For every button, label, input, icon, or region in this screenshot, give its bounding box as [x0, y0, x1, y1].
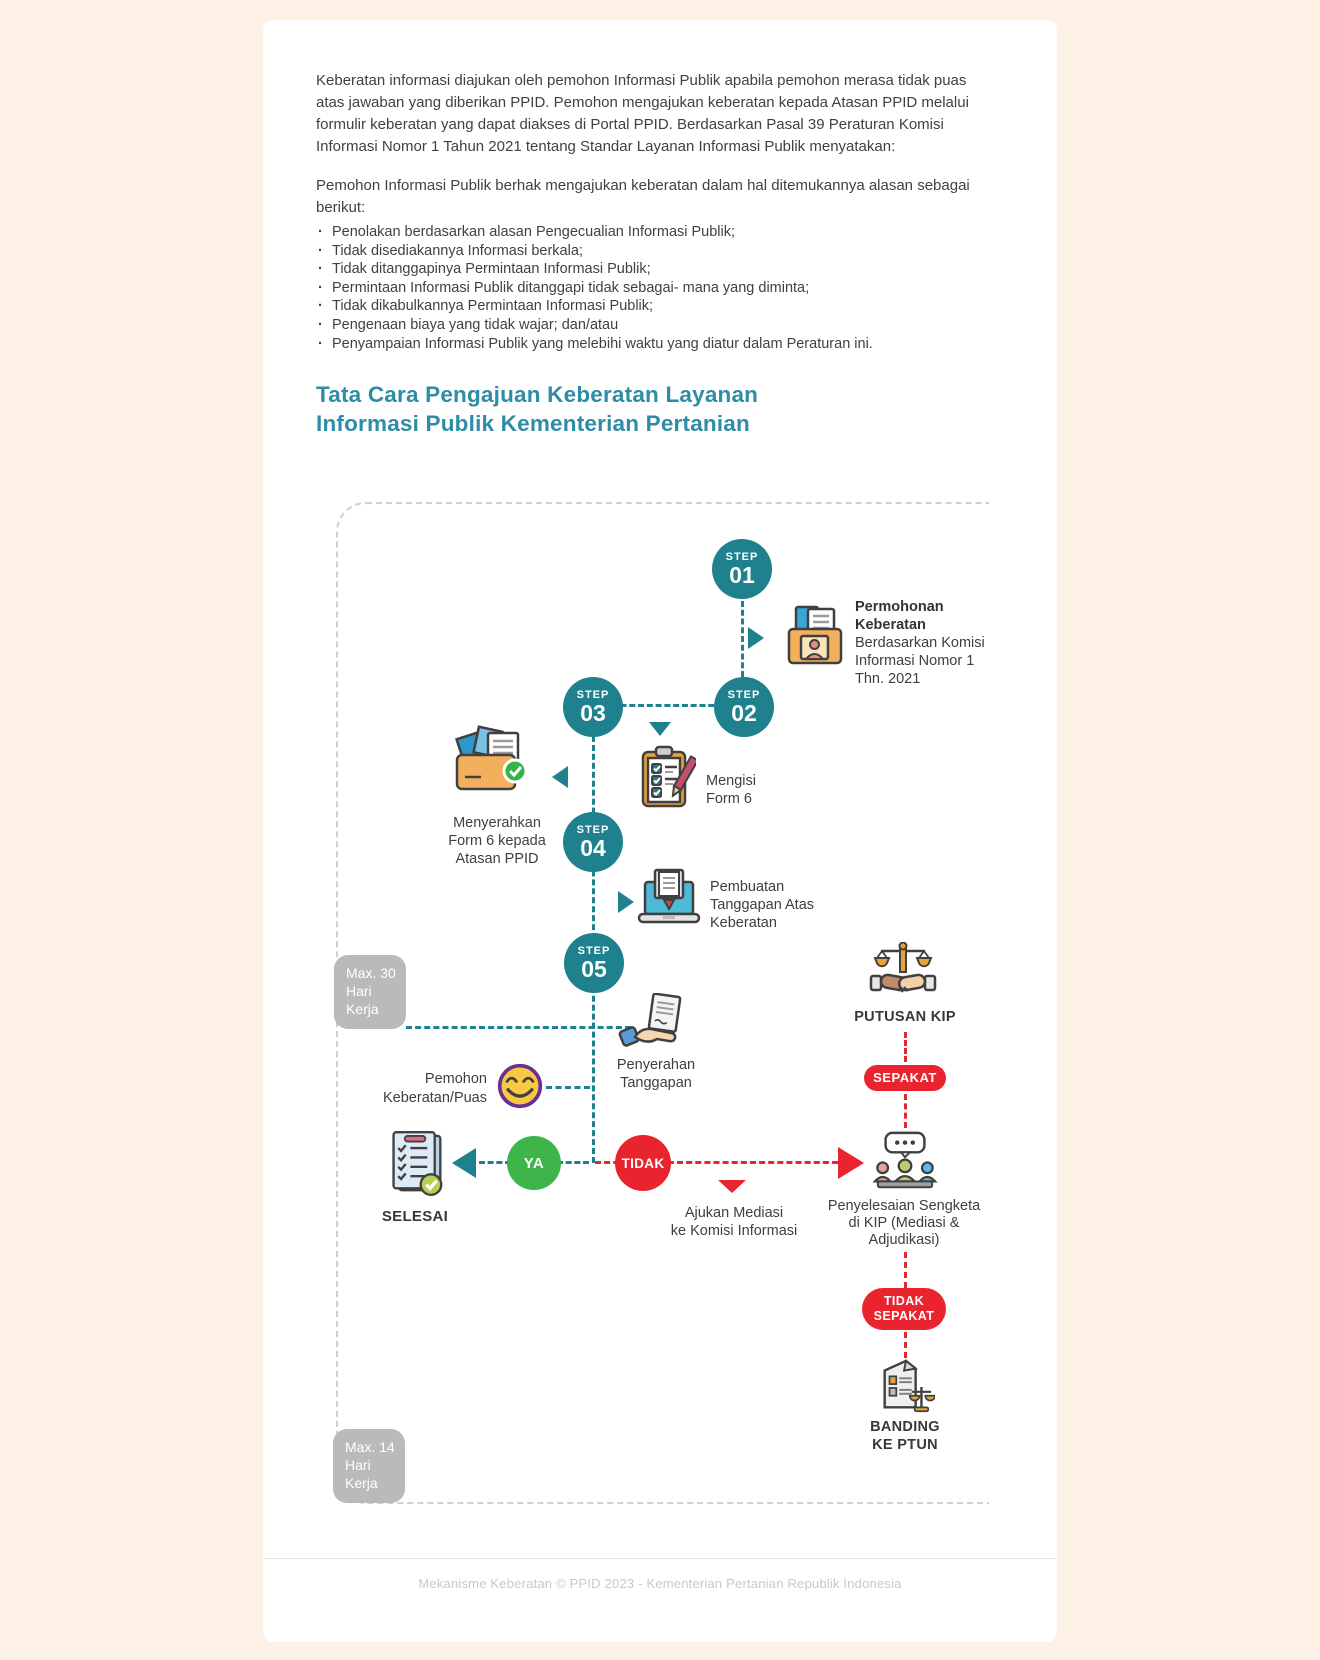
step-02-word: STEP	[727, 688, 761, 701]
mediasi-line2: ke Komisi Informasi	[670, 1223, 798, 1239]
arrow-down-mediasi-label	[718, 1180, 746, 1193]
step-05-circle	[564, 933, 624, 993]
checklist-done-icon	[387, 1130, 445, 1198]
connector-putusan-sepakat	[904, 1032, 907, 1062]
list-item: · Tidak disediakannya Informasi berkala;	[318, 242, 978, 261]
selesai-label: SELESAI	[381, 1208, 449, 1225]
tidak-sepakat-badge: TIDAK SEPAKAT	[862, 1288, 946, 1330]
step-04-circle	[563, 812, 623, 872]
duration-badge-30-days: Max. 30 Hari Kerja	[334, 955, 406, 1029]
list-item: · Tidak ditanggapinya Permintaan Informasi Publik;	[318, 260, 978, 279]
laptop-response-icon	[637, 868, 701, 928]
flowchart	[263, 20, 1057, 1642]
step-01-number: 01	[729, 561, 755, 588]
decision-no-circle: TIDAK	[615, 1135, 671, 1191]
duration-badge-14-days: Max. 14 Hari Kerja	[333, 1429, 405, 1503]
sengketa-caption: Penyelesaian Sengketa di KIP (Mediasi & Adjudikasi)	[827, 1198, 981, 1248]
step-01-caption	[855, 598, 987, 688]
mediasi-line1: Ajukan Mediasi	[684, 1205, 784, 1221]
hand-document-icon	[615, 993, 691, 1051]
list-item: · Penolakan berdasarkan alasan Pengecualian Informasi Publik;	[318, 223, 978, 242]
connector-sepakat-sengketa	[904, 1094, 907, 1128]
step-01-circle	[712, 539, 772, 599]
connector-tidaksepakat-banding	[904, 1332, 907, 1358]
intro-paragraph-1: Keberatan informasi diajukan oleh pemohon Informasi Publik apabila pemohon merasa tidak puas atas jawaban yang diberikan PPID. Pemohon mengajukan keberatan kepada Atasan PPID melalui formulir keberatan yang dapat diakses di Portal PPID. Berdasarkan Pasal 39 Peraturan Komisi Informasi Nomor 1 Tahun 2021 tentang Standar Layanan Informasi Publik menyatakan:	[316, 72, 969, 155]
step-05-number: 05	[581, 955, 607, 982]
connector-sengketa-tidaksepakat	[904, 1252, 907, 1288]
list-item: · Permintaan Informasi Publik ditanggapi tidak sebagai- mana yang diminta;	[318, 279, 978, 298]
list-item: · Penyampaian Informasi Publik yang melebihi waktu yang diatur dalam Peraturan ini.	[318, 335, 978, 354]
connector-max30-line	[406, 1026, 631, 1029]
step-03-number: 03	[580, 699, 606, 726]
footer-divider	[263, 1558, 1057, 1559]
folder-check-icon	[452, 725, 536, 801]
step-03-word: STEP	[576, 688, 610, 701]
document-card	[263, 20, 1057, 1642]
decision-yes-circle: YA	[507, 1136, 561, 1190]
step-01-title: Permohonan Keberatan	[855, 599, 944, 633]
page-title-line1: Tata Cara Pengajuan Keberatan Layanan	[316, 382, 759, 407]
step-04-caption: Pembuatan Tanggapan Atas Keberatan	[710, 879, 815, 931]
connector-smiley-line	[546, 1086, 590, 1089]
scales-handshake-icon	[869, 942, 937, 1004]
arrow-down-form6-icon	[649, 722, 671, 736]
step-04-word: STEP	[576, 823, 610, 836]
arrow-right-sengketa-icon	[838, 1147, 864, 1179]
sepakat-badge: SEPAKAT	[864, 1065, 946, 1091]
footer-text: Mekanisme Keberatan © PPID 2023 - Kementerian Pertanian Republik Indonesia	[418, 1576, 902, 1591]
clipboard-form-icon	[640, 745, 696, 809]
step-03-caption: Menyerahkan Form 6 kepada Atasan PPID	[448, 815, 546, 867]
intro-paragraph-2: Pemohon Informasi Publik berhak mengajukan keberatan dalam hal ditemukannya alasan sebagai berikut:	[316, 177, 970, 216]
arrow-right-step1-icon	[748, 627, 764, 649]
banding-label	[860, 1418, 950, 1454]
pemohon-caption: Pemohon Keberatan/Puas	[383, 1071, 487, 1106]
list-item: · Tidak dikabulkannya Permintaan Informasi Publik;	[318, 297, 978, 316]
mediasi-caption	[649, 1204, 819, 1240]
step-03-circle	[563, 677, 623, 737]
step-02-caption: Mengisi Form 6	[706, 773, 756, 807]
appeal-document-icon	[875, 1358, 935, 1416]
step-02-number: 02	[731, 699, 757, 726]
banding-line1: BANDING	[870, 1419, 940, 1435]
arrow-left-selesai-icon	[452, 1148, 476, 1178]
meeting-discussion-icon	[872, 1130, 938, 1194]
folder-documents-icon	[785, 603, 847, 667]
connector-step1-step2	[741, 601, 744, 677]
step-05-word: STEP	[577, 944, 611, 957]
banding-line2: KE PTUN	[872, 1437, 938, 1453]
arrow-left-menyerahkan-icon	[552, 766, 568, 788]
page-title-line2: Informasi Publik Kementerian Pertanian	[316, 411, 750, 436]
step-04-number: 04	[580, 834, 606, 861]
step-05-caption: Penyerahan Tanggapan	[616, 1057, 696, 1091]
step-02-circle	[714, 677, 774, 737]
arrow-right-tanggapan-icon	[618, 891, 634, 913]
step-01-word: STEP	[725, 550, 759, 563]
step-01-desc: Berdasarkan Komisi Informasi Nomor 1 Thn. 2021	[855, 635, 985, 687]
list-item: · Pengenaan biaya yang tidak wajar; dan/atau	[318, 316, 978, 335]
putusan-kip-label: PUTUSAN KIP	[854, 1009, 956, 1025]
smiley-icon	[496, 1062, 544, 1110]
